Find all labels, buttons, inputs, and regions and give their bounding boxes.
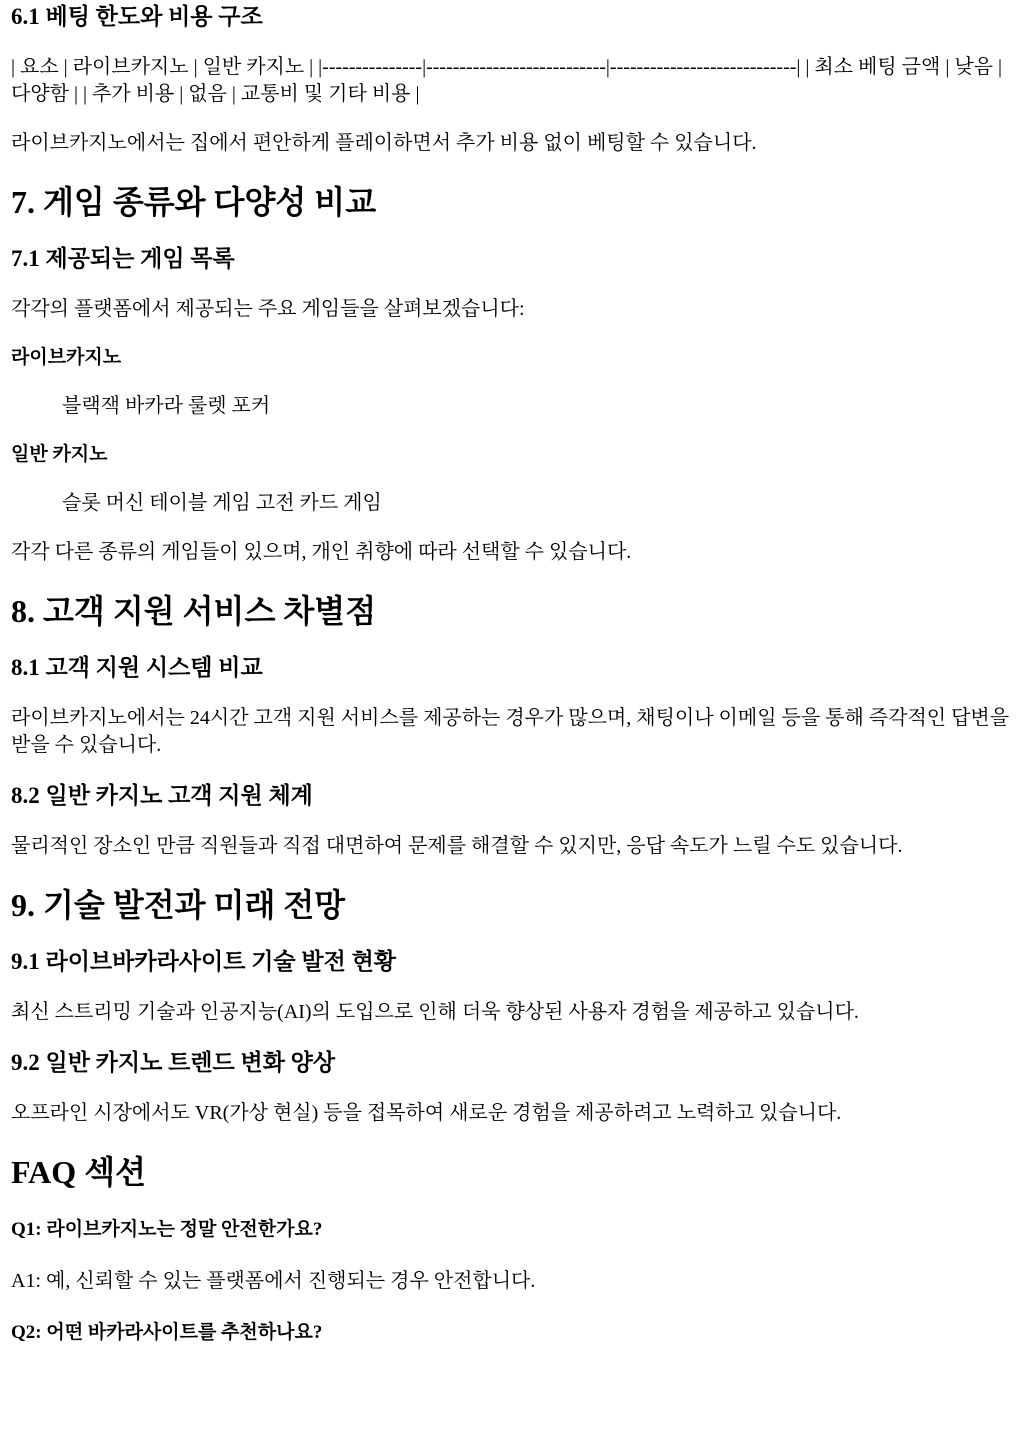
games-intro-paragraph: 각각의 플랫폼에서 제공되는 주요 게임들을 살펴보겠습니다: [11,298,525,320]
faq-question-2: Q2: 어떤 바카라사이트를 추천하나요? [11,1322,323,1343]
heading-faq: FAQ 섹션 [11,1154,146,1190]
trend-paragraph: 오프라인 시장에서도 VR(가상 현실) 등을 접목하여 새로운 경험을 제공하려고 노력하고 있습니다. [11,1102,842,1124]
live-casino-label: 라이브카지노 [11,347,122,368]
faq-question-1: Q1: 라이브카지노는 정말 안전한가요? [11,1219,323,1240]
heading-7-1: 7.1 제공되는 게임 목록 [11,246,235,271]
tech-status-paragraph: 최신 스트리밍 기술과 인공지능(AI)의 도입으로 인해 더욱 향상된 사용자 경험을 제공하고 있습니다. [11,1001,859,1023]
article-body [0,2,1024,1346]
general-casino-label: 일반 카지노 [11,444,108,465]
heading-9-2: 9.2 일반 카지노 트렌드 변화 양상 [11,1050,336,1075]
heading-9: 9. 기술 발전과 미래 전망 [11,887,346,923]
faq-answer-1: A1: 예, 신뢰할 수 있는 플랫폼에서 진행되는 경우 안전합니다. [11,1270,536,1292]
heading-7: 7. 게임 종류와 다양성 비교 [11,184,377,220]
general-support-paragraph: 물리적인 장소인 만큼 직원들과 직접 대면하여 문제를 해결할 수 있지만, 응답 속도가 느릴 수도 있습니다. [11,835,903,857]
betting-table-text: | 요소 | 라이브카지노 | 일반 카지노 | |---------------|---------------------------|----------------------------| | 최소 베팅 금액 | 낮음 | 다양함 | | 추가 비용 | 없음 | 교통비 및 기타 비용 | [11,56,1002,105]
heading-8-2: 8.2 일반 카지노 고객 지원 체계 [11,783,313,808]
heading-8: 8. 고객 지원 서비스 차별점 [11,593,377,629]
heading-6-1: 6.1 베팅 한도와 비용 구조 [11,4,263,29]
betting-paragraph: 라이브카지노에서는 집에서 편안하게 플레이하면서 추가 비용 없이 베팅할 수 있습니다. [11,132,757,154]
live-casino-games: 블랙잭 바카라 룰렛 포커 [62,395,271,417]
support-system-paragraph: 라이브카지노에서는 24시간 고객 지원 서비스를 제공하는 경우가 많으며, 채팅이나 이메일 등을 통해 즉각적인 답변을 받을 수 있습니다. [11,707,1010,756]
general-casino-games: 슬롯 머신 테이블 게임 고전 카드 게임 [62,492,382,514]
heading-9-1: 9.1 라이브바카라사이트 기술 발전 현황 [11,949,397,974]
games-closing-paragraph: 각각 다른 종류의 게임들이 있으며, 개인 취향에 따라 선택할 수 있습니다. [11,541,632,563]
heading-8-1: 8.1 고객 지원 시스템 비교 [11,655,263,680]
